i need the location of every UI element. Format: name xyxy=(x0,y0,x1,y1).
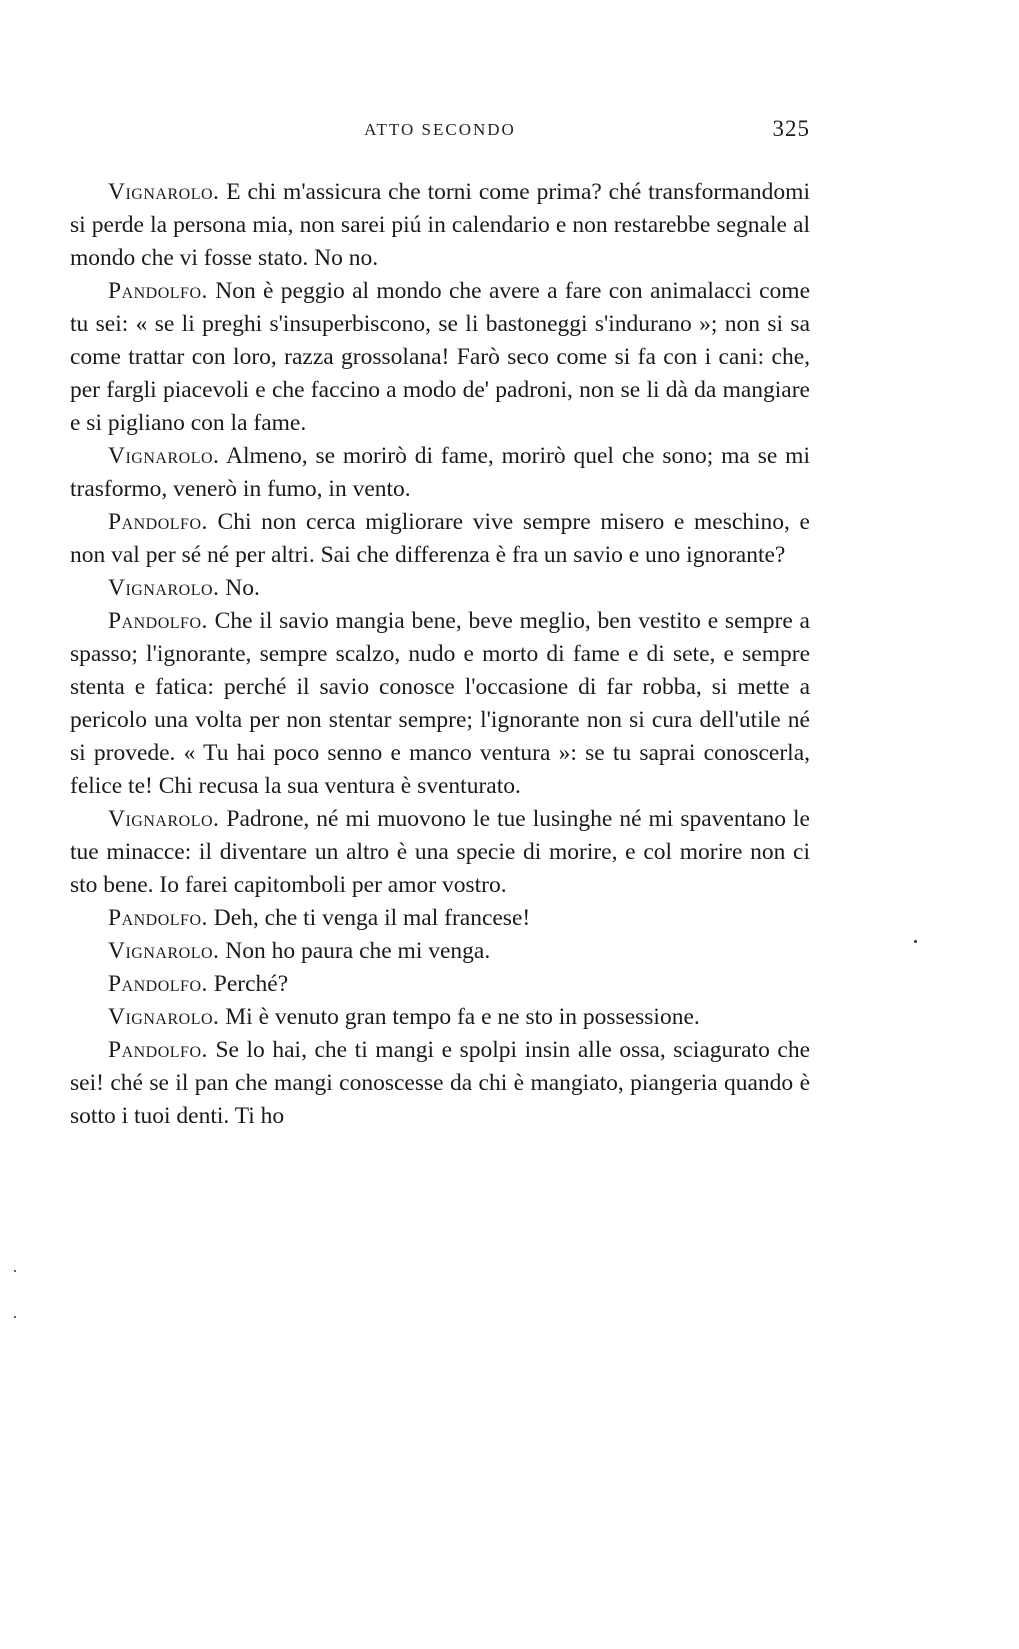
running-title: ATTO SECONDO xyxy=(364,120,516,139)
speaker-name: Pandolfo. xyxy=(108,971,208,997)
scan-speck xyxy=(14,1270,16,1272)
speech xyxy=(70,1034,810,1133)
speech-text: No. xyxy=(225,575,260,601)
speaker-name: Pandolfo. xyxy=(108,278,208,304)
speech xyxy=(70,176,810,275)
speech xyxy=(70,440,810,506)
speech xyxy=(70,803,810,902)
speech-text: Mi è venuto gran tempo fa e ne sto in possessione. xyxy=(225,1004,700,1030)
speech-text: Non ho paura che mi venga. xyxy=(225,938,491,964)
speech xyxy=(70,506,810,572)
dialogue xyxy=(70,176,810,1133)
speaker-name: Vignarolo. xyxy=(108,806,220,832)
speech xyxy=(70,935,810,968)
speech-text: Se lo hai, che ti mangi e spolpi insin alle ossa, sciagurato che sei! ché se il pan che mangi conoscesse da chi è mangiato, piangeria quando è sotto i tuoi denti. Ti ho xyxy=(70,1037,810,1129)
page-number: 325 xyxy=(772,116,810,141)
book-page xyxy=(70,116,811,1133)
scan-speck xyxy=(14,1316,16,1318)
speaker-name: Vignarolo. xyxy=(108,575,220,601)
speaker-name: Vignarolo. xyxy=(108,443,220,469)
speech xyxy=(70,968,810,1001)
speech-text: Che il savio mangia bene, beve meglio, ben vestito e sempre a spasso; l'ignorante, sempre scalzo, nudo e morto di fame e di sete, e sempre stenta e fatica: perché il savio conosce l'occasione di far robba, si mette a pericolo una volta per non stentar sempre; l'ignorante non si cura dell'utile né si provede. « Tu hai poco senno e manco ventura »: se tu saprai conoscerla, felice te! Chi recusa la sua ventura è sventurato. xyxy=(70,608,810,799)
speech xyxy=(70,902,810,935)
speech xyxy=(70,1001,810,1034)
speech-text: Padrone, né mi muovono le tue lusinghe né mi spaventano le tue minacce: il diventare un altro è una specie di morire, e col morire non ci sto bene. Io farei capitomboli per amor vostro. xyxy=(70,806,810,898)
speaker-name: Pandolfo. xyxy=(108,608,208,634)
speaker-name: Pandolfo. xyxy=(108,1037,208,1063)
speech-text: Almeno, se morirò di fame, morirò quel che sono; ma se mi trasformo, venerò in fumo, in vento. xyxy=(70,443,810,502)
speaker-name: Pandolfo. xyxy=(108,905,208,931)
speech xyxy=(70,572,810,605)
scan-speck xyxy=(914,940,917,943)
speaker-name: Vignarolo. xyxy=(108,179,220,205)
running-head xyxy=(70,116,810,150)
speech-text: Chi non cerca migliorare vive sempre misero e meschino, e non val per sé né per altri. Sai che differenza è fra un savio e uno ignorante? xyxy=(70,509,810,568)
speaker-name: Vignarolo. xyxy=(108,938,220,964)
speaker-name: Vignarolo. xyxy=(108,1004,220,1030)
speech-text: Perché? xyxy=(213,971,289,997)
speech-text: Deh, che ti venga il mal francese! xyxy=(213,905,531,931)
speech xyxy=(70,605,810,803)
speech-text: Non è peggio al mondo che avere a fare con animalacci come tu sei: « se li preghi s'insuperbiscono, se li bastoneggi s'indurano »; non si sa come trattar con loro, razza grossolana! Farò seco come si fa con i cani: che, per fargli piacevoli e che faccino a modo de' padroni, non se li dà da mangiare e si pigliano con la fame. xyxy=(70,278,811,436)
speech-text: E chi m'assicura che torni come prima? ché transformandomi si perde la persona mia, non sarei piú in calendario e non restarebbe segnale al mondo che vi fosse stato. No no. xyxy=(70,179,810,271)
speech xyxy=(70,275,810,440)
speaker-name: Pandolfo. xyxy=(108,509,208,535)
